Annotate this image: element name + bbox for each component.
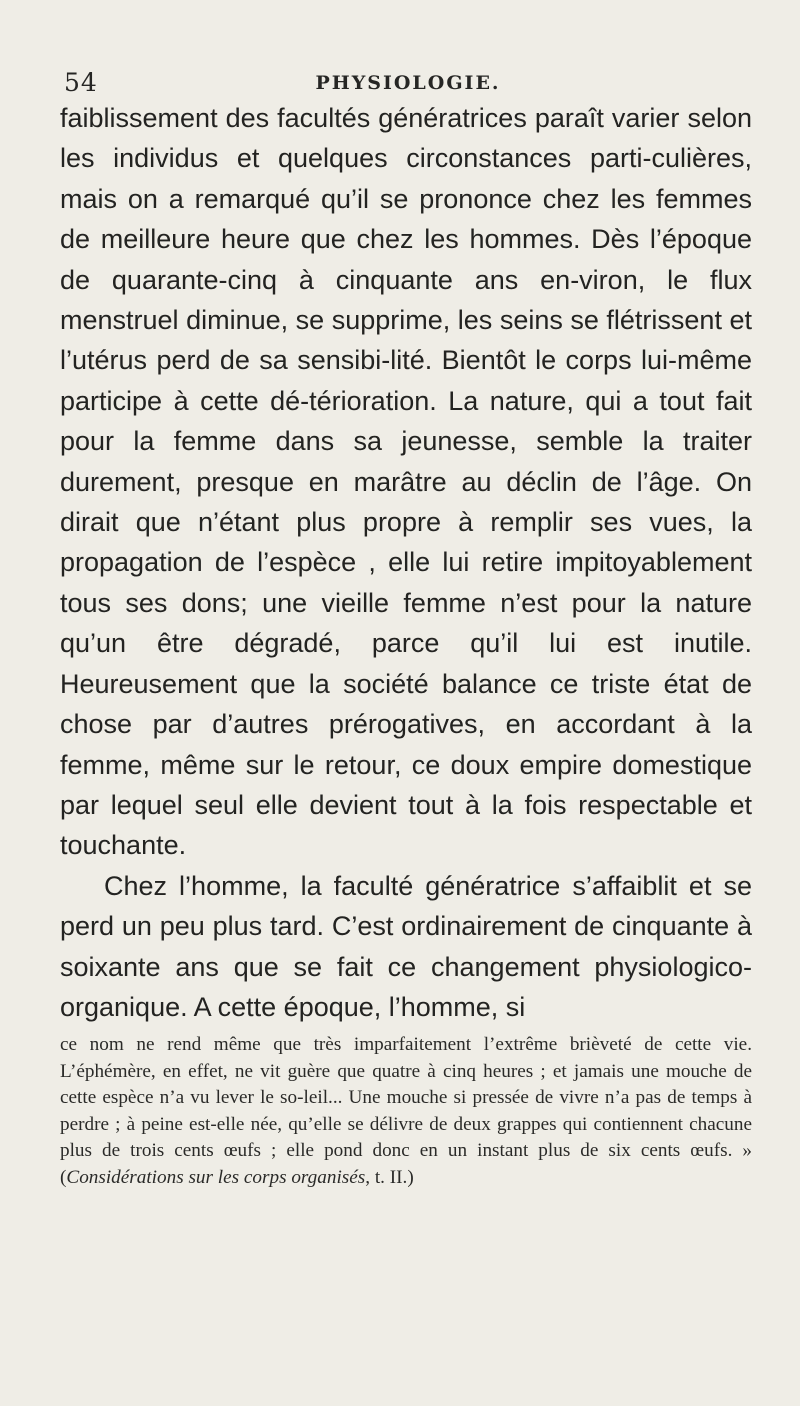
page-header <box>64 68 752 98</box>
footnote-citation-tail: , t. II.) <box>365 1166 414 1188</box>
footnote-paragraph <box>60 1032 752 1192</box>
paragraph-man: Chez l’homme, la faculté génératrice s’affaiblit et se perd un peu plus tard. C’est ordinairement de cinquante à soixante ans que se fait ce changement physiologico-organique. A cette époque, l’homme, si <box>60 870 752 1022</box>
footnote-text: ce nom ne rend même que très imparfaitement l’extrême brièveté de cette vie. L’éphémère, en effet, ne vit guère que quatre à cinq heures ; et jamais une mouche de cette espèce n’a vu lever le so-leil... Une mouche si pressée de vivre n’a pas de temps à perdre ; à peine est-elle née, qu’elle se délivre de deux grappes qui contiennent chacune plus de trois cents œufs ; elle pond donc en un instant plus de six cents œufs. » ( <box>60 1034 752 1188</box>
footnote-citation-title: Considérations sur les corps organisés <box>66 1166 366 1188</box>
paragraph-continuation: faiblissement des facultés génératrices paraît varier selon les individus et quelques circonstances parti-culières, mais on a remarqué qu’il se prononce chez les femmes de meilleure heure que chez les hommes. Dès l’époque de quarante-cinq à cinquante ans en-viron, le flux menstruel diminue, se supprime, les seins se flétrissent et l’utérus perd de sa sensibi-lité. Bientôt le corps lui-même participe à cette dé-térioration. La nature, qui a tout fait pour la femme dans sa jeunesse, semble la traiter durement, presque en marâtre au déclin de l’âge. On dirait que n’étant plus propre à remplir ses vues, la propagation de l’espèce , elle lui retire impitoyablement tous ses dons; une vieille femme n’est pour la nature qu’un être dégradé, parce qu’il lui est inutile. Heureusement que la société balance ce triste état de chose par d’autres prérogatives, en accordant à la femme, même sur le retour, ce doux empire domestique par lequel seul elle devient tout à la fois respectable et touchante. <box>60 103 752 861</box>
footnote <box>60 1032 752 1192</box>
page-number: 54 <box>64 68 98 97</box>
running-title: PHYSIOLOGIE. <box>315 72 501 94</box>
main-text <box>60 98 752 1027</box>
